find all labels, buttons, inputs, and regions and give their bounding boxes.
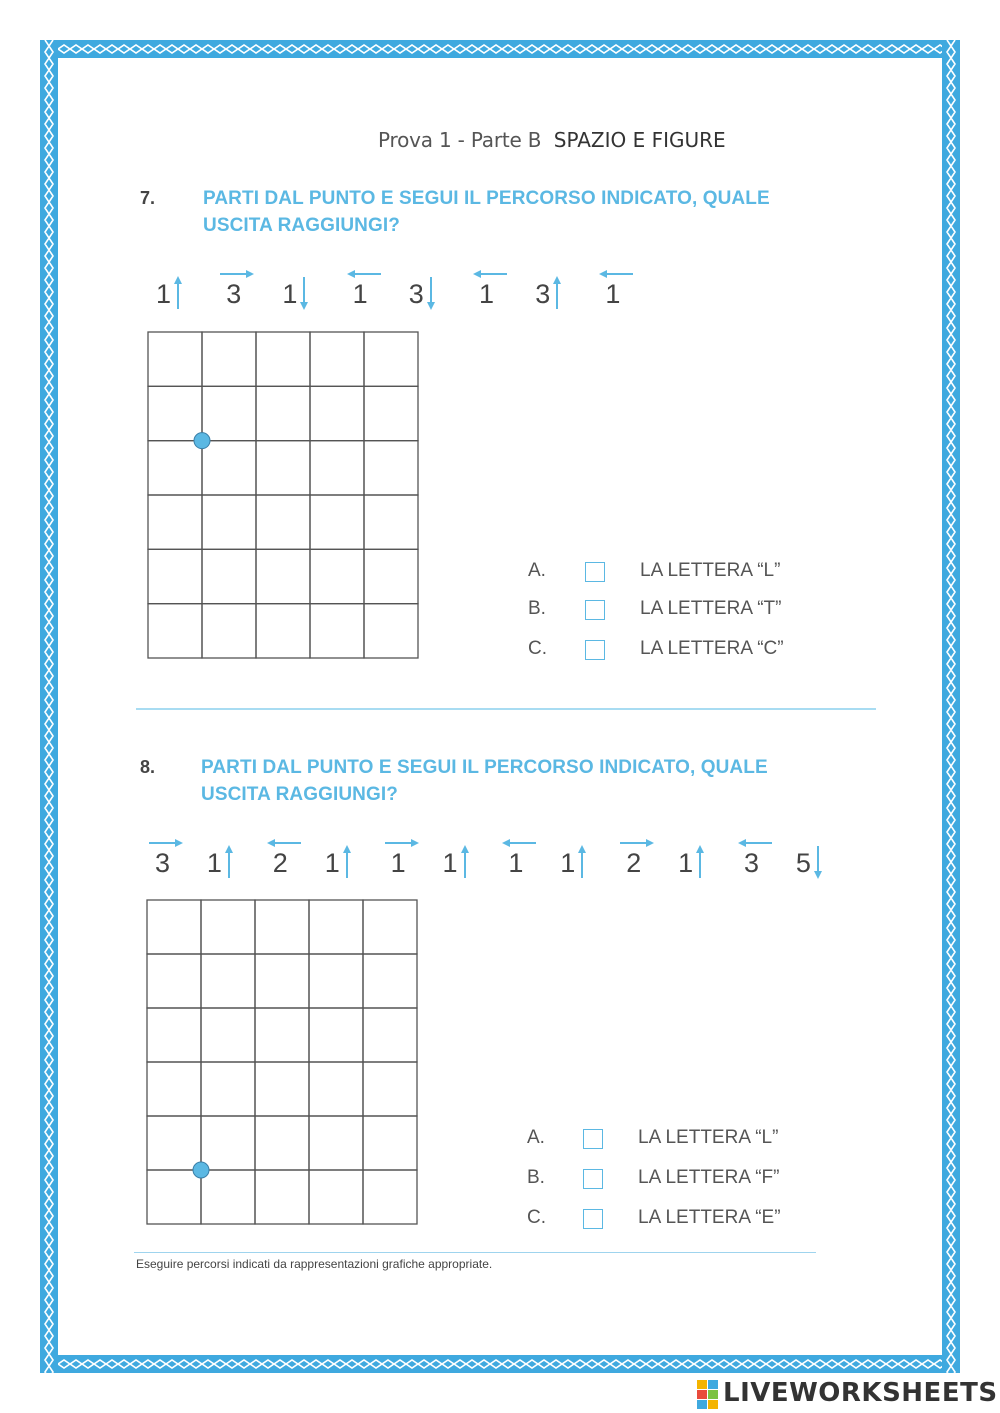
path-step [346,265,409,315]
question-8-line1: PARTI DAL PUNTO E SEGUI IL PERCORSO INDICATO, QUALE [201,757,768,778]
path-step [796,834,855,884]
question-7-number: 7. [140,188,156,208]
start-point [194,433,210,449]
question-7-line1: PARTI DAL PUNTO E SEGUI IL PERCORSO INDICATO, QUALE [203,188,770,209]
arrow-left-icon [501,838,537,848]
question-8-text [201,754,768,808]
path-step [409,265,472,315]
question-7-grid [146,330,420,660]
arrow-down-icon [299,275,309,311]
arrow-up-icon [695,844,705,880]
answer-checkbox[interactable] [583,1209,603,1229]
option-letter: A. [527,1127,545,1148]
grid-cell [147,1062,201,1116]
arrow-right-icon [619,838,655,848]
option-text: LA LETTERA “L” [640,560,781,581]
path-step [156,265,219,315]
grid-cell [148,495,202,549]
grid-cell [255,1116,309,1170]
grid-cell [202,386,256,440]
answer-checkbox[interactable] [585,640,605,660]
page-header [378,128,726,152]
option-text: LA LETTERA “F” [638,1167,780,1188]
arrow-right-icon [384,838,420,848]
question-8-grid [145,898,419,1226]
grid-cell [256,604,310,658]
grid-cell [202,441,256,495]
grid-cell [364,495,418,549]
grid-cell [148,386,202,440]
arrow-down-icon [426,275,436,311]
path-step-count: 1 [508,848,524,878]
liveworksheets-logo [697,1378,997,1412]
grid-cell [147,1008,201,1062]
question-8-number: 8. [140,757,156,777]
grid-cell [148,441,202,495]
grid-cell [310,332,364,386]
path-step-count: 3 [744,848,760,878]
grid-cell [147,1170,201,1224]
grid-cell [363,1008,417,1062]
path-step-count: 1 [206,848,222,878]
grid-cell [309,1170,363,1224]
arrow-left-icon [737,838,773,848]
path-step-count: 1 [442,848,458,878]
option-text: LA LETTERA “T” [640,598,782,619]
grid-cell [310,441,364,495]
grid-cell [255,900,309,954]
arrow-left-icon [266,838,302,848]
liveworksheets-logo-text: LIVEWORKSHEETS [723,1378,998,1408]
grid-cell [201,954,255,1008]
option-letter: B. [528,598,546,619]
grid-cell [309,900,363,954]
grid-cell [256,549,310,603]
question-7-line2: USCITA RAGGIUNGI? [203,215,400,236]
answer-checkbox[interactable] [585,562,605,582]
arrow-up-icon [173,275,183,311]
path-step-count: 1 [156,279,172,309]
grid-cell [255,1170,309,1224]
path-step [443,834,502,884]
path-step [384,834,443,884]
answer-checkbox[interactable] [583,1169,603,1189]
page-border-bottom [40,1355,960,1373]
grid-cell [364,386,418,440]
path-step-count: 1 [479,279,495,309]
grid-cell [310,495,364,549]
footnote-text: Eseguire percorsi indicati da rappresentazioni grafiche appropriate. [136,1257,493,1271]
path-step [266,834,325,884]
grid-cell [255,954,309,1008]
arrow-up-icon [342,844,352,880]
grid-cell [201,1170,255,1224]
grid-cell [309,1008,363,1062]
footnote-rule [134,1252,816,1253]
path-step [560,834,619,884]
grid-cell [310,604,364,658]
arrow-right-icon [148,838,184,848]
arrow-left-icon [346,269,382,279]
grid-cell [309,954,363,1008]
grid-cell [147,900,201,954]
grid-cell [363,1062,417,1116]
path-step [737,834,796,884]
grid-cell [363,900,417,954]
grid-cell [202,604,256,658]
arrow-up-icon [552,275,562,311]
path-step [501,834,560,884]
page-border-top [40,40,960,58]
grid-cell [202,549,256,603]
path-step-count: 1 [678,848,694,878]
path-step [598,265,661,315]
header-subtitle: Prova 1 - Parte B [378,128,542,152]
question-7-text [203,185,770,239]
path-step [472,265,535,315]
start-point [193,1162,209,1178]
arrow-right-icon [219,269,255,279]
grid-cell [363,1116,417,1170]
arrow-up-icon [224,844,234,880]
path-step [207,834,266,884]
path-step-count: 1 [282,279,298,309]
grid-cell [309,1062,363,1116]
grid-cell [202,332,256,386]
grid-cell [148,549,202,603]
path-step [219,265,282,315]
grid-cell [364,549,418,603]
liveworksheets-logo-icon [697,1380,719,1410]
path-step-count: 1 [560,848,576,878]
option-text: LA LETTERA “E” [638,1207,781,1228]
arrow-left-icon [598,269,634,279]
grid-cell [364,332,418,386]
path-step-count: 2 [272,848,288,878]
grid-cell [202,495,256,549]
path-step-count: 3 [226,279,242,309]
grid-cell [256,495,310,549]
grid-cell [310,549,364,603]
page-border-right [942,40,960,1373]
grid-cell [364,604,418,658]
grid-cell [201,1008,255,1062]
path-step [619,834,678,884]
grid-cell [363,954,417,1008]
page-border-left [40,40,58,1373]
grid-cell [255,1062,309,1116]
grid-cell [364,441,418,495]
arrow-up-icon [460,844,470,880]
arrow-down-icon [813,844,823,880]
path-step-count: 1 [352,279,368,309]
path-step-count: 3 [408,279,424,309]
grid-cell [255,1008,309,1062]
arrow-left-icon [472,269,508,279]
header-title: SPAZIO E FIGURE [553,128,726,152]
grid-cell [310,386,364,440]
path-step-count: 1 [605,279,621,309]
option-text: LA LETTERA “L” [638,1127,779,1148]
grid-cell [148,604,202,658]
grid-cell [309,1116,363,1170]
grid-cell [256,386,310,440]
grid-cell [256,332,310,386]
path-step [282,265,345,315]
grid-cell [363,1170,417,1224]
grid-cell [147,954,201,1008]
grid-cell [148,332,202,386]
path-step-count: 3 [535,279,551,309]
path-step-count: 3 [155,848,171,878]
option-letter: A. [528,560,546,581]
grid-cell [201,900,255,954]
path-step-count: 1 [390,848,406,878]
path-step [678,834,737,884]
answer-checkbox[interactable] [585,600,605,620]
path-step [535,265,598,315]
path-step-count: 2 [626,848,642,878]
arrow-up-icon [577,844,587,880]
answer-checkbox[interactable] [583,1129,603,1149]
option-text: LA LETTERA “C” [640,638,784,659]
section-divider [136,708,876,710]
option-letter: B. [527,1167,545,1188]
grid-cell [201,1062,255,1116]
option-letter: C. [527,1207,546,1228]
path-step [325,834,384,884]
grid-cell [256,441,310,495]
grid-cell [147,1116,201,1170]
path-step-count: 1 [324,848,340,878]
path-step [148,834,207,884]
option-letter: C. [528,638,547,659]
path-step-count: 5 [795,848,811,878]
question-8-line2: USCITA RAGGIUNGI? [201,784,398,805]
grid-cell [201,1116,255,1170]
